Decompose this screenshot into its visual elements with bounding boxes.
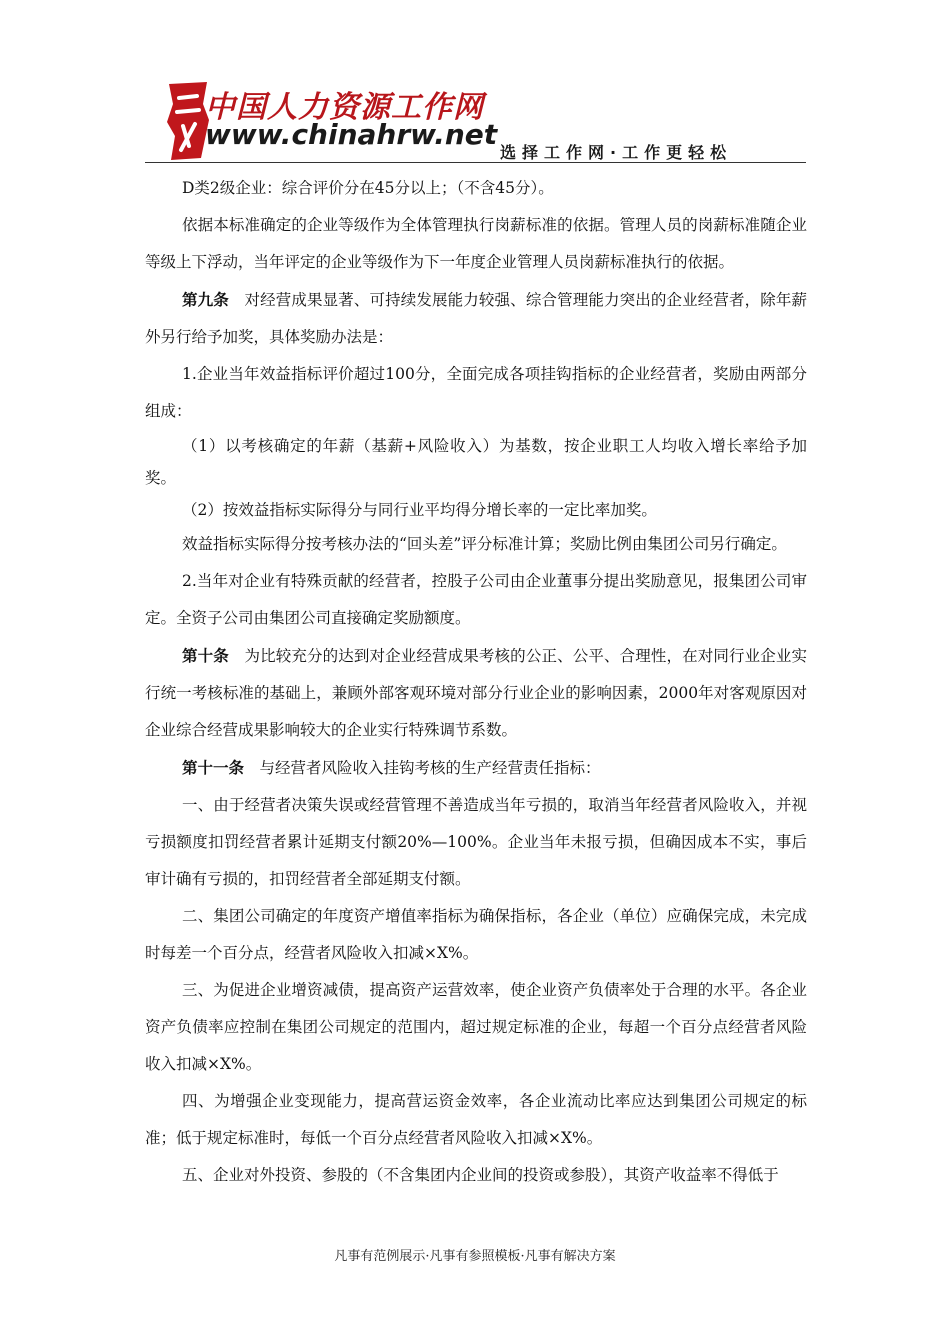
paragraph [145,526,807,563]
paragraph [145,787,807,898]
logo-title: 中国人力资源工作网 [205,90,484,125]
document-body [145,170,807,1194]
paragraph [145,207,807,281]
paragraph [145,563,807,637]
article-title: 第九条 [182,290,229,309]
paragraph [145,1083,807,1157]
page-header [145,72,806,164]
paragraph-text: 为比较充分的达到对企业经营成果考核的公正、公平、合理性，在对同行业企业实行统一考核标准的基础上，兼顾外部客观环境对部分行业企业的影响因素，2000年对客观原因对企业综合经营成果影响较大的企业实行特殊调节系数。 [145,647,807,739]
paragraph-text: （1）以考核确定的年薪（基薪+风险收入）为基数，按企业职工人均收入增长率给予加奖。 [145,437,807,487]
paragraph-text: 效益指标实际得分按考核办法的“回头差”评分标准计算；奖励比例由集团公司另行确定。 [182,535,787,553]
paragraph [145,430,807,494]
paragraph-text: （2）按效益指标实际得分与同行业平均得分增长率的一定比率加奖。 [182,501,657,519]
paragraph-text: 对经营成果显著、可持续发展能力较强、综合管理能力突出的企业经营者，除年薪外另行给予加奖，具体奖励办法是： [145,291,807,346]
paragraph [145,898,807,972]
article-title: 第十一条 [182,758,245,777]
paragraph-text: D类2级企业：综合评价分在45分以上；（不含45分）。 [182,179,554,197]
paragraph-text: 与经营者风险收入挂钩考核的生产经营责任指标： [259,759,601,777]
article-paragraph [145,637,807,749]
paragraph-text: 二、集团公司确定的年度资产增值率指标为确保指标，各企业（单位）应确保完成，未完成时每差一个百分点，经营者风险收入扣减×X%。 [145,907,807,962]
paragraph-text: 三、为促进企业增资减债，提高资产运营效率，使企业资产负债率处于合理的水平。各企业资产负债率应控制在集团公司规定的范围内，超过规定标准的企业，每超一个百分点经营者风险收入扣减×X%。 [145,981,807,1073]
article-title: 第十条 [182,646,229,665]
paragraph-text: 1.企业当年效益指标评价超过100分，全面完成各项挂钩指标的企业经营者，奖励由两部分组成： [145,365,807,420]
header-divider [145,162,806,163]
paragraph [145,170,807,207]
header-slogan: 选择工作网·工作更轻松 [500,143,733,162]
paragraph [145,494,807,526]
article-paragraph [145,749,807,787]
paragraph-text: 2.当年对企业有特殊贡献的经营者，控股子公司由企业董事分提出奖励意见，报集团公司审定。全资子公司由集团公司直接确定奖励额度。 [145,572,807,627]
paragraph [145,972,807,1083]
page-footer: 凡事有范例展示·凡事有参照模板·凡事有解决方案 [334,1249,616,1264]
paragraph-text: 一、由于经营者决策失误或经营管理不善造成当年亏损的，取消当年经营者风险收入，并视亏损额度扣罚经营者累计延期支付额20%—100%。企业当年未报亏损，但确因成本不实，事后审计确有亏损的，扣罚经营者全部延期支付额。 [145,796,807,888]
paragraph [145,356,807,430]
logo-url[interactable]: www.chinahrw.net [205,118,498,151]
paragraph-text: 依据本标准确定的企业等级作为全体管理执行岗薪标准的依据。管理人员的岗薪标准随企业等级上下浮动，当年评定的企业等级作为下一年度企业管理人员岗薪标准执行的依据。 [145,216,807,271]
paragraph [145,1157,807,1194]
paragraph-text: 五、企业对外投资、参股的（不含集团内企业间的投资或参股），其资产收益率不得低于 [182,1166,779,1184]
paragraph-text: 四、为增强企业变现能力，提高营运资金效率，各企业流动比率应达到集团公司规定的标准；低于规定标准时，每低一个百分点经营者风险收入扣减×X%。 [145,1092,807,1147]
article-paragraph [145,281,807,356]
